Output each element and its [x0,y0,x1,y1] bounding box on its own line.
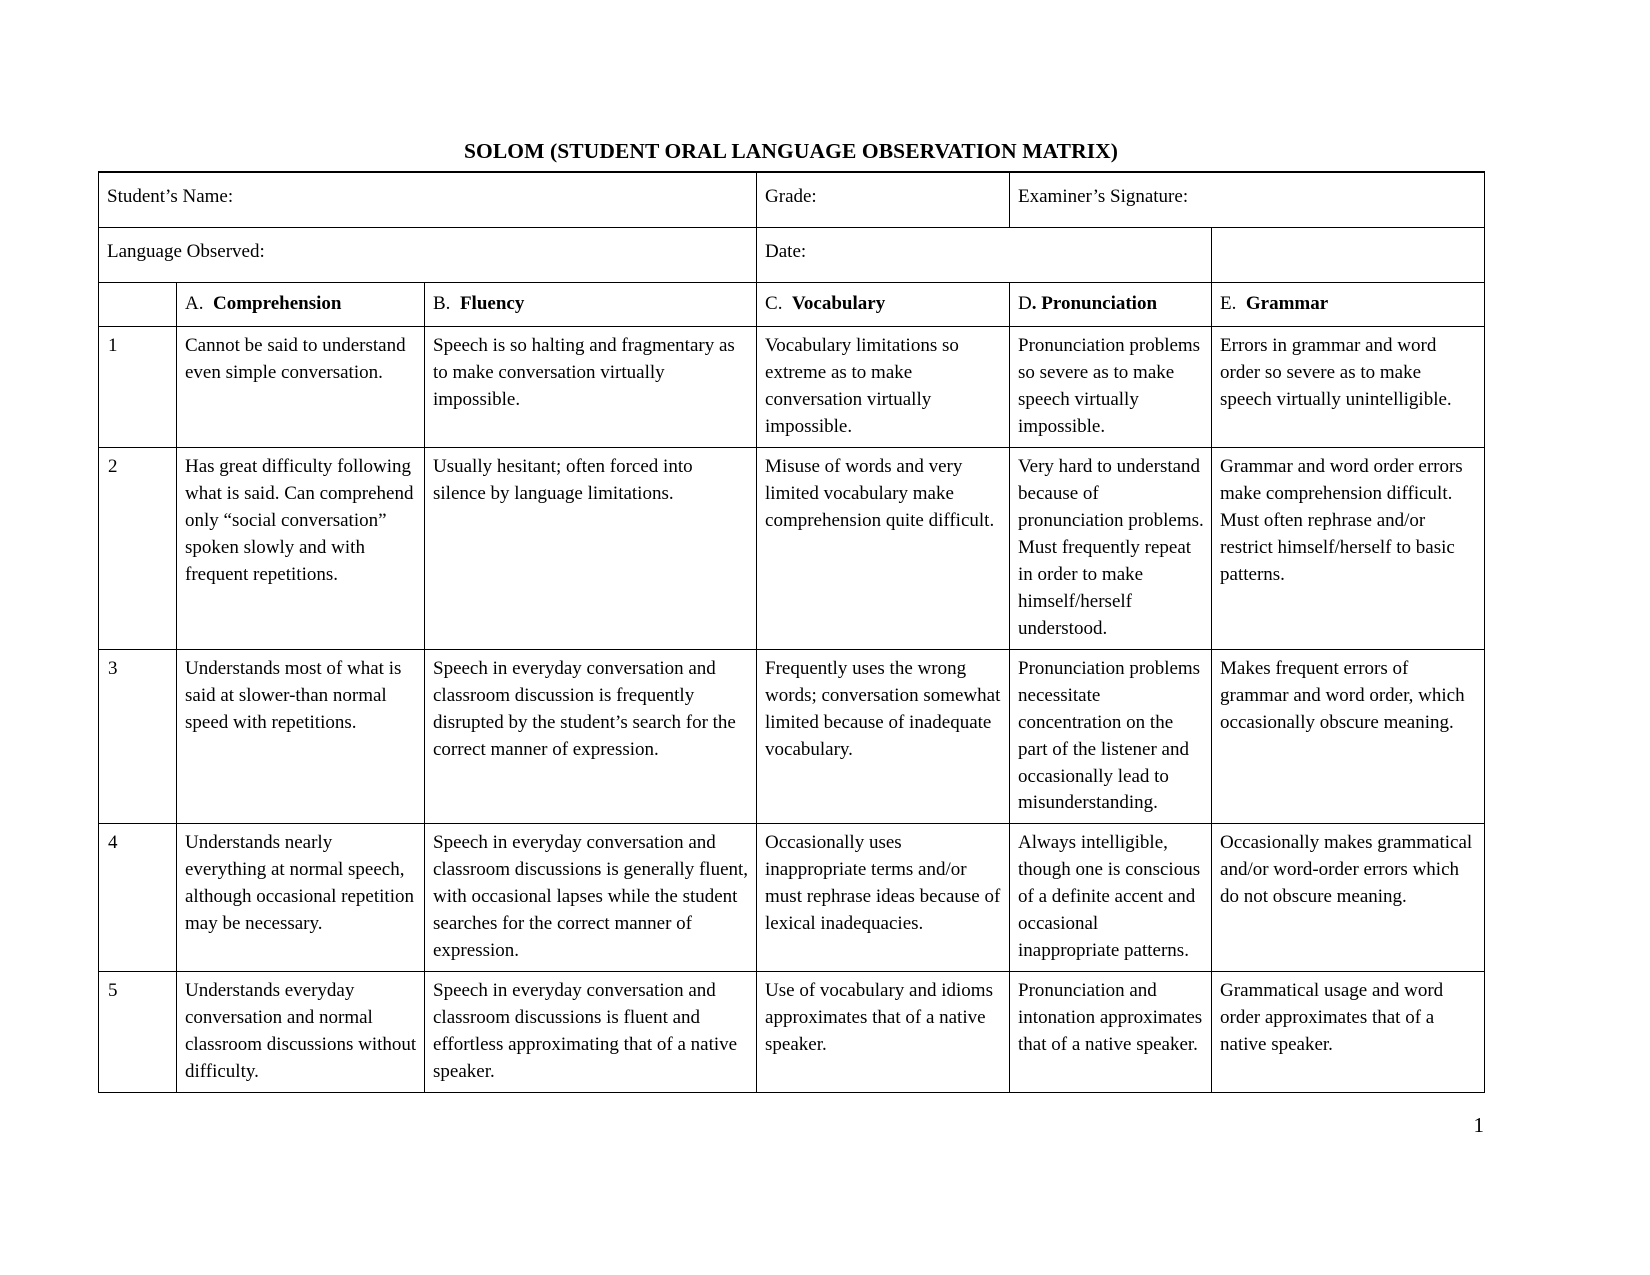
language-observed-field[interactable]: Language Observed: [99,228,757,283]
column-name-fluency: Fluency [459,293,525,314]
level-number: 1 [99,326,177,447]
cell-pronunciation: Pronunciation problems so severe as to make speech virtually impossible. [1010,326,1212,447]
column-letter-c: C. [765,293,783,314]
table-row-student-info [99,172,1485,228]
cell-comprehension: Has great difficulty following what is said. Can comprehend only “social conversation” spoken slowly and with frequent repetitions. [177,447,425,649]
table-row-language-info [99,228,1485,283]
cell-fluency: Speech in everyday conversation and classroom discussions is fluent and effortless approximating that of a native speaker. [425,972,757,1093]
column-name-pronunciation: Pronunciation [1041,293,1158,314]
column-letter-a: A. [185,293,204,314]
cell-comprehension: Understands nearly everything at normal speech, although occasional repetition may be necessary. [177,824,425,972]
cell-grammar: Makes frequent errors of grammar and word order, which occasionally obscure meaning. [1212,649,1485,824]
blank-meta-cell [1212,228,1485,283]
grade-field[interactable]: Grade: [757,172,1010,228]
student-name-field[interactable]: Student’s Name: [99,172,757,228]
date-field[interactable]: Date: [757,228,1212,283]
cell-grammar: Grammar and word order errors make comprehension difficult. Must often rephrase and/or restrict himself/herself to basic patterns. [1212,447,1485,649]
column-letter-e: E. [1220,293,1237,314]
cell-fluency: Speech is so halting and fragmentary as to make conversation virtually impossible. [425,326,757,447]
cell-grammar: Errors in grammar and word order so severe as to make speech virtually unintelligible. [1212,326,1485,447]
column-header-level [99,283,177,327]
page-title: SOLOM (STUDENT ORAL LANGUAGE OBSERVATION MATRIX) [463,139,1119,163]
cell-comprehension: Understands everyday conversation and normal classroom discussions without difficulty. [177,972,425,1093]
solom-matrix-table [98,171,1485,1093]
column-letter-d: D [1018,293,1032,314]
column-header-vocabulary [757,283,1010,327]
cell-grammar: Grammatical usage and word order approximates that of a native speaker. [1212,972,1485,1093]
column-header-fluency [425,283,757,327]
table-row [99,649,1485,824]
cell-vocabulary: Misuse of words and very limited vocabulary make comprehension quite difficult. [757,447,1010,649]
cell-fluency: Usually hesitant; often forced into silence by language limitations. [425,447,757,649]
cell-pronunciation: Always intelligible, though one is conscious of a definite accent and occasional inappropriate patterns. [1010,824,1212,972]
column-name-vocabulary: Vocabulary [791,293,886,314]
table-header-row [99,283,1485,327]
cell-pronunciation: Very hard to understand because of pronunciation problems. Must frequently repeat in order to make himself/herself understood. [1010,447,1212,649]
cell-comprehension: Understands most of what is said at slower-than normal speed with repetitions. [177,649,425,824]
examiner-signature-field[interactable]: Examiner’s Signature: [1010,172,1485,228]
cell-fluency: Speech in everyday conversation and classroom discussions is generally fluent, with occasional lapses while the student searches for the correct manner of expression. [425,824,757,972]
level-number: 3 [99,649,177,824]
cell-vocabulary: Occasionally uses inappropriate terms and/or must rephrase ideas because of lexical inadequacies. [757,824,1010,972]
column-name-grammar: Grammar [1245,293,1329,314]
column-header-comprehension [177,283,425,327]
column-letter-d-period: . [1031,293,1037,314]
cell-vocabulary: Frequently uses the wrong words; conversation somewhat limited because of inadequate vocabulary. [757,649,1010,824]
cell-vocabulary: Use of vocabulary and idioms approximates that of a native speaker. [757,972,1010,1093]
cell-comprehension: Cannot be said to understand even simple conversation. [177,326,425,447]
table-row [99,972,1485,1093]
cell-grammar: Occasionally makes grammatical and/or word-order errors which do not obscure meaning. [1212,824,1485,972]
column-header-pronunciation [1010,283,1212,327]
level-number: 2 [99,447,177,649]
table-row [99,824,1485,972]
column-header-grammar [1212,283,1485,327]
cell-vocabulary: Vocabulary limitations so extreme as to make conversation virtually impossible. [757,326,1010,447]
column-name-comprehension: Comprehension [212,293,342,314]
cell-fluency: Speech in everyday conversation and classroom discussion is frequently disrupted by the student’s search for the correct manner of expression. [425,649,757,824]
level-number: 4 [99,824,177,972]
cell-pronunciation: Pronunciation problems necessitate concentration on the part of the listener and occasionally lead to misunderstanding. [1010,649,1212,824]
table-row [99,326,1485,447]
cell-pronunciation: Pronunciation and intonation approximates that of a native speaker. [1010,972,1212,1093]
table-row [99,447,1485,649]
page-number: 1 [1473,1113,1484,1137]
level-number: 5 [99,972,177,1093]
column-letter-b: B. [433,293,451,314]
